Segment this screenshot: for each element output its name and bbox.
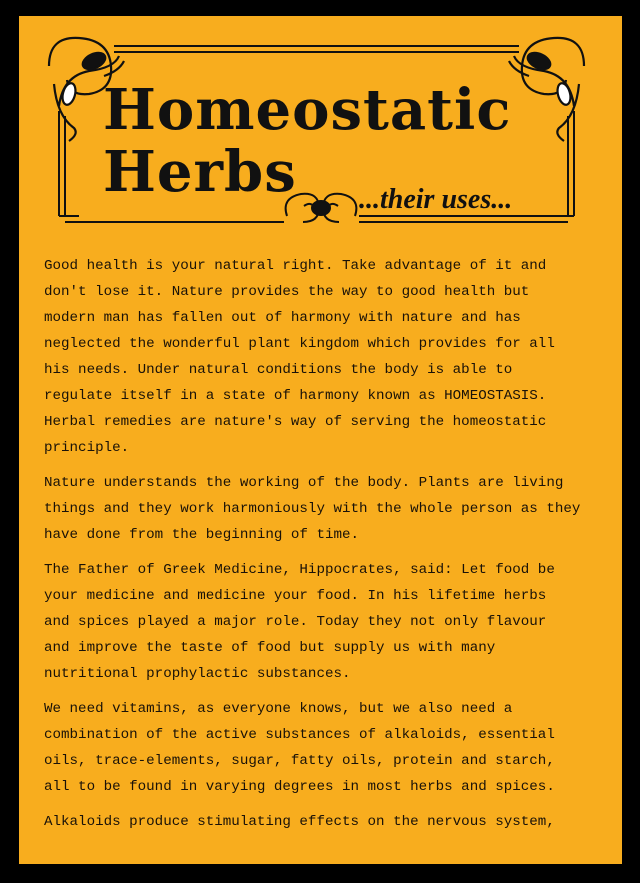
paragraph-4: We need vitamins, as everyone knows, but we also need a combination of the active substances of alkaloids, essential oils, trace-elements, sugar, fatty oils, protein and starch, all to be found in varying degrees in most herbs and spices. (44, 701, 555, 795)
paragraph-3: The Father of Greek Medicine, Hippocrates, said: Let food be your medicine and medicine your food. In his lifetime herbs and spices played a major role. Today they not only flavour and improve the taste of food but supply us with many nutritional prophylactic substances. (44, 562, 555, 682)
paragraph-5: Alkaloids produce stimulating effects on the nervous system, (44, 814, 555, 830)
leaflet-page (19, 16, 622, 864)
title-line-2: Herbs (103, 139, 297, 205)
subtitle: ...their uses... (359, 184, 513, 215)
page-title (103, 77, 512, 205)
right-corner-ornament (509, 38, 584, 141)
paragraph-1: Good health is your natural right. Take advantage of it and don't lose it. Nature provides the way to good health but modern man has fallen out of harmony with nature and has neglected the wonderful plant kingdom which provides for all his needs. Under natural conditions the body is able to regulate itself in a state of harmony known as HOMEOSTASIS. Herbal remedies are nature's way of serving the homeostatic principle. (44, 258, 555, 456)
title-line-1: Homeostatic (103, 77, 512, 143)
body-text (44, 253, 604, 844)
paragraph-2: Nature understands the working of the body. Plants are living things and they work harmoniously with the whole person as they have done from the beginning of time. (44, 475, 581, 543)
